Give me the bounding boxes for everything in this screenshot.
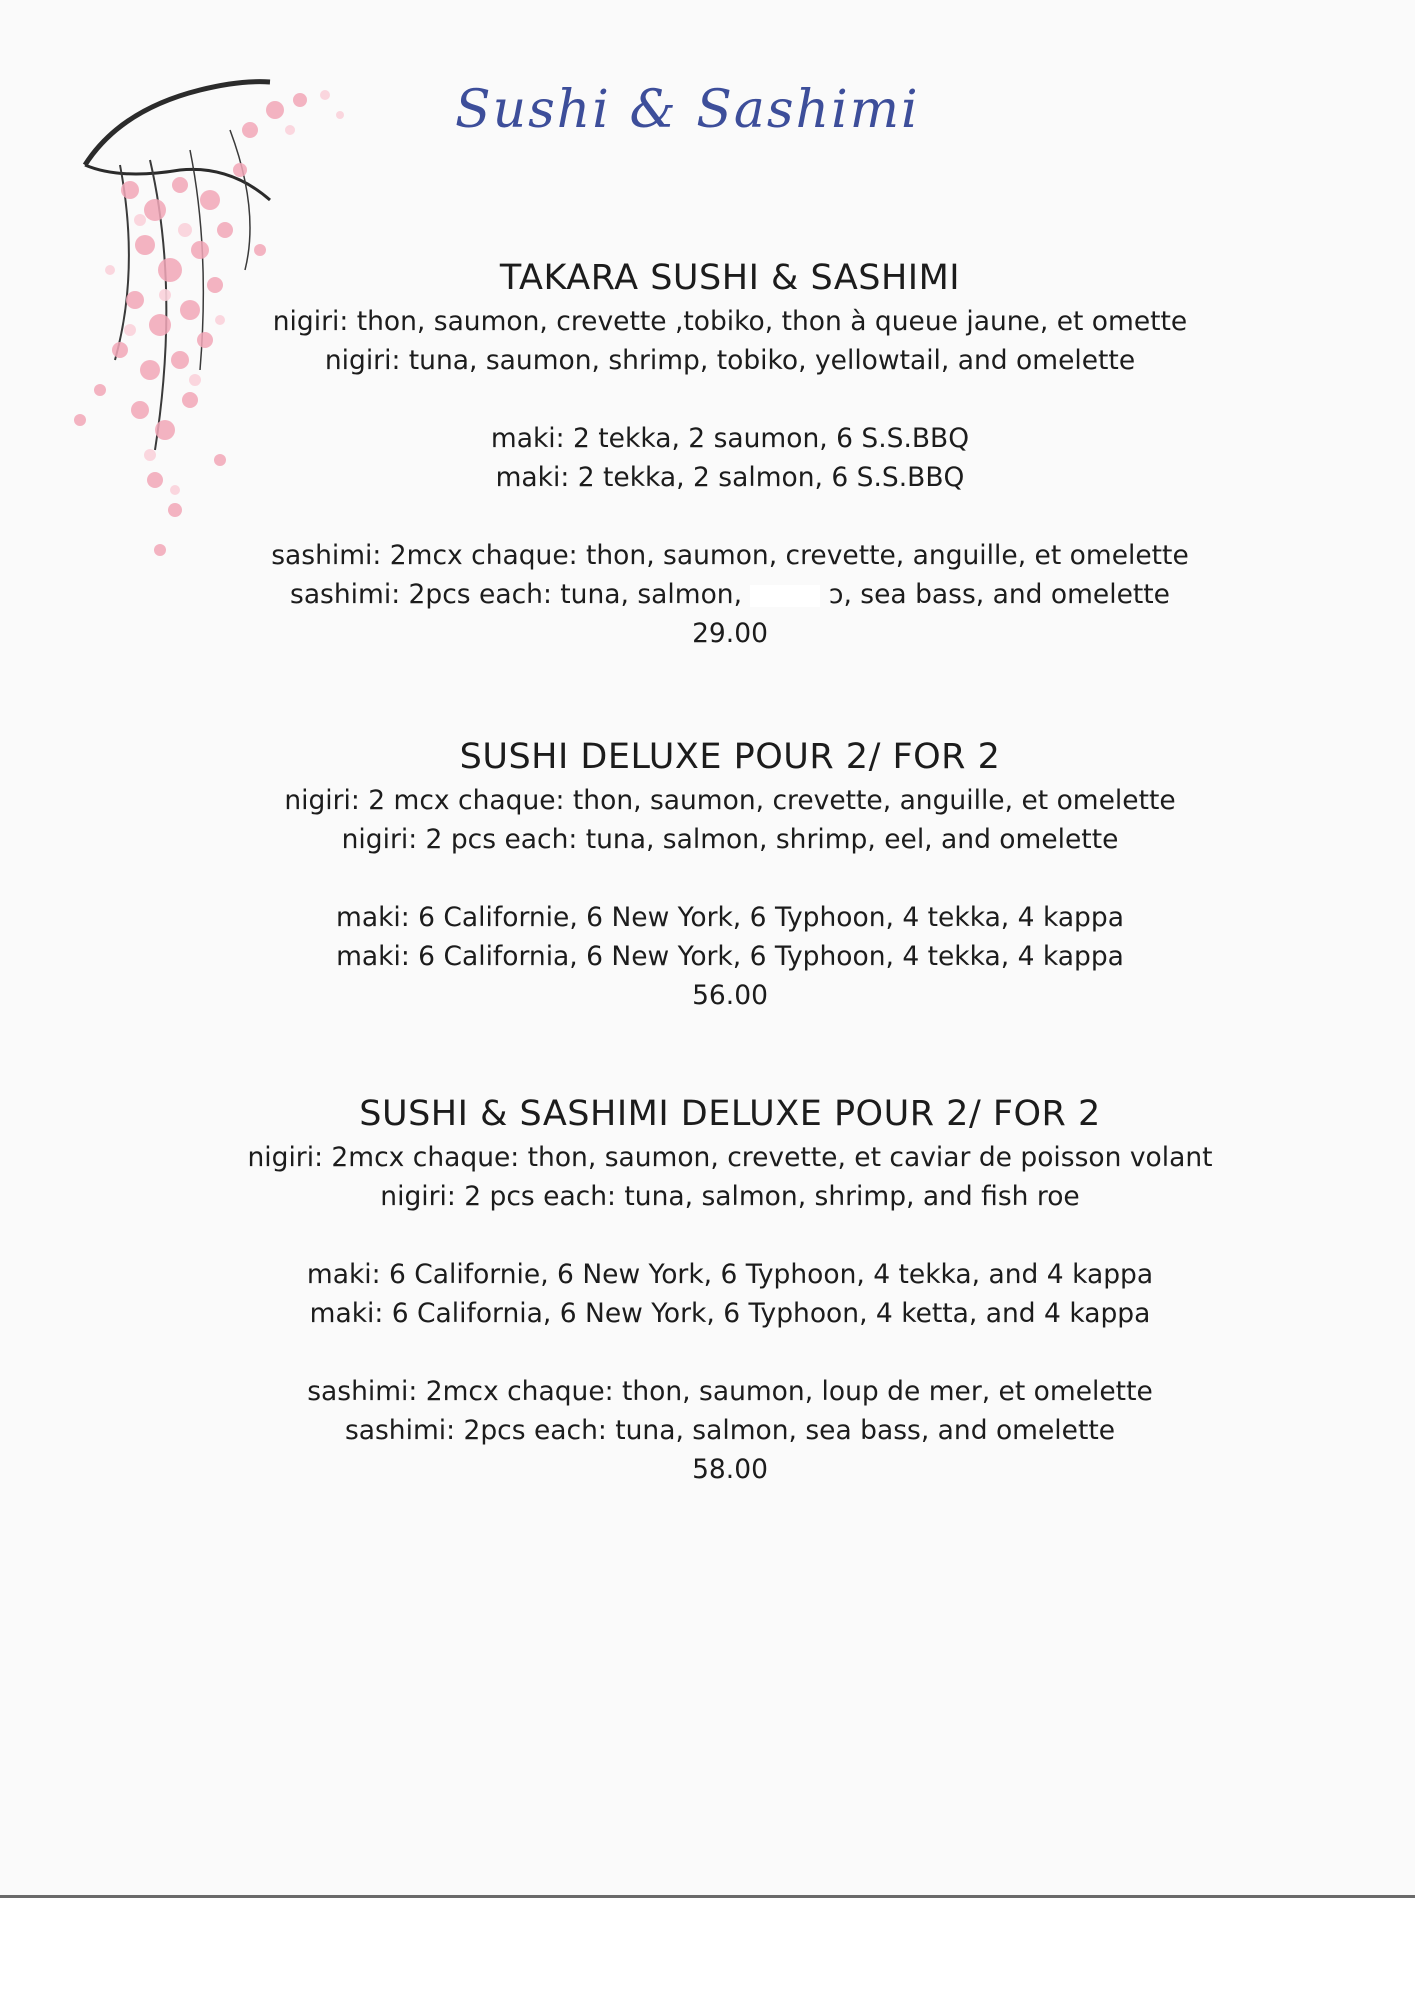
menu-section-sushi-deluxe [200,733,1260,1015]
menu-line: maki: 6 Californie, 6 New York, 6 Typhoon, 4 tekka, 4 kappa [336,902,1124,933]
section-heading: TAKARA SUSHI & SASHIMI [499,258,961,298]
section-heading: SUSHI & SASHIMI DELUXE POUR 2/ FOR 2 [359,1094,1101,1134]
menu-line: sashimi: 2mcx chaque: thon, saumon, loup de mer, et omelette [307,1376,1153,1407]
menu-line: maki: 6 Californie, 6 New York, 6 Typhoon, 4 tekka, and 4 kappa [306,1259,1154,1290]
menu-line: maki: 2 tekka, 2 saumon, 6 S.S.BBQ [490,423,970,454]
menu-line: nigiri: 2 pcs each: tuna, salmon, shrimp, eel, and omelette [341,824,1119,855]
menu-line: sashimi: 2mcx chaque: thon, saumon, crevette, anguille, et omelette [271,540,1189,571]
partial-line-start: sashimi: 2pcs each: tuna, salmon, [290,579,743,610]
page-edge [0,1895,1415,1898]
menu-line: maki: 2 tekka, 2 salmon, 6 S.S.BBQ [495,462,965,493]
menu-line-partial [200,575,1260,614]
menu-line: nigiri: 2 mcx chaque: thon, saumon, crevette, anguille, et omelette [284,785,1176,816]
menu-line: nigiri: 2 pcs each: tuna, salmon, shrimp, and fish roe [380,1181,1080,1212]
section-heading: SUSHI DELUXE POUR 2/ FOR 2 [459,737,1001,777]
menu-line: nigiri: 2mcx chaque: thon, saumon, crevette, et caviar de poisson volant [247,1142,1213,1173]
menu-line: maki: 6 California, 6 New York, 6 Typhoon, 4 ketta, and 4 kappa [309,1298,1151,1329]
redacted-area [750,585,820,607]
menu-line: nigiri: tuna, saumon, shrimp, tobiko, yellowtail, and omelette [324,345,1136,376]
partial-line-end: ɔ, sea bass, and omelette [828,579,1170,610]
menu-section-takara [200,254,1260,653]
menu-line: sashimi: 2pcs each: tuna, salmon, sea bass, and omelette [344,1415,1116,1446]
price: 29.00 [692,618,768,649]
price: 58.00 [692,1454,768,1485]
menu-line: maki: 6 California, 6 New York, 6 Typhoon, 4 tekka, 4 kappa [336,941,1124,972]
menu-section-sushi-sashimi-deluxe [200,1090,1260,1489]
menu-line: nigiri: thon, saumon, crevette ,tobiko, thon à queue jaune, et omette [272,306,1188,337]
price: 56.00 [692,980,768,1011]
menu-title: Sushi & Sashimi [455,80,920,140]
